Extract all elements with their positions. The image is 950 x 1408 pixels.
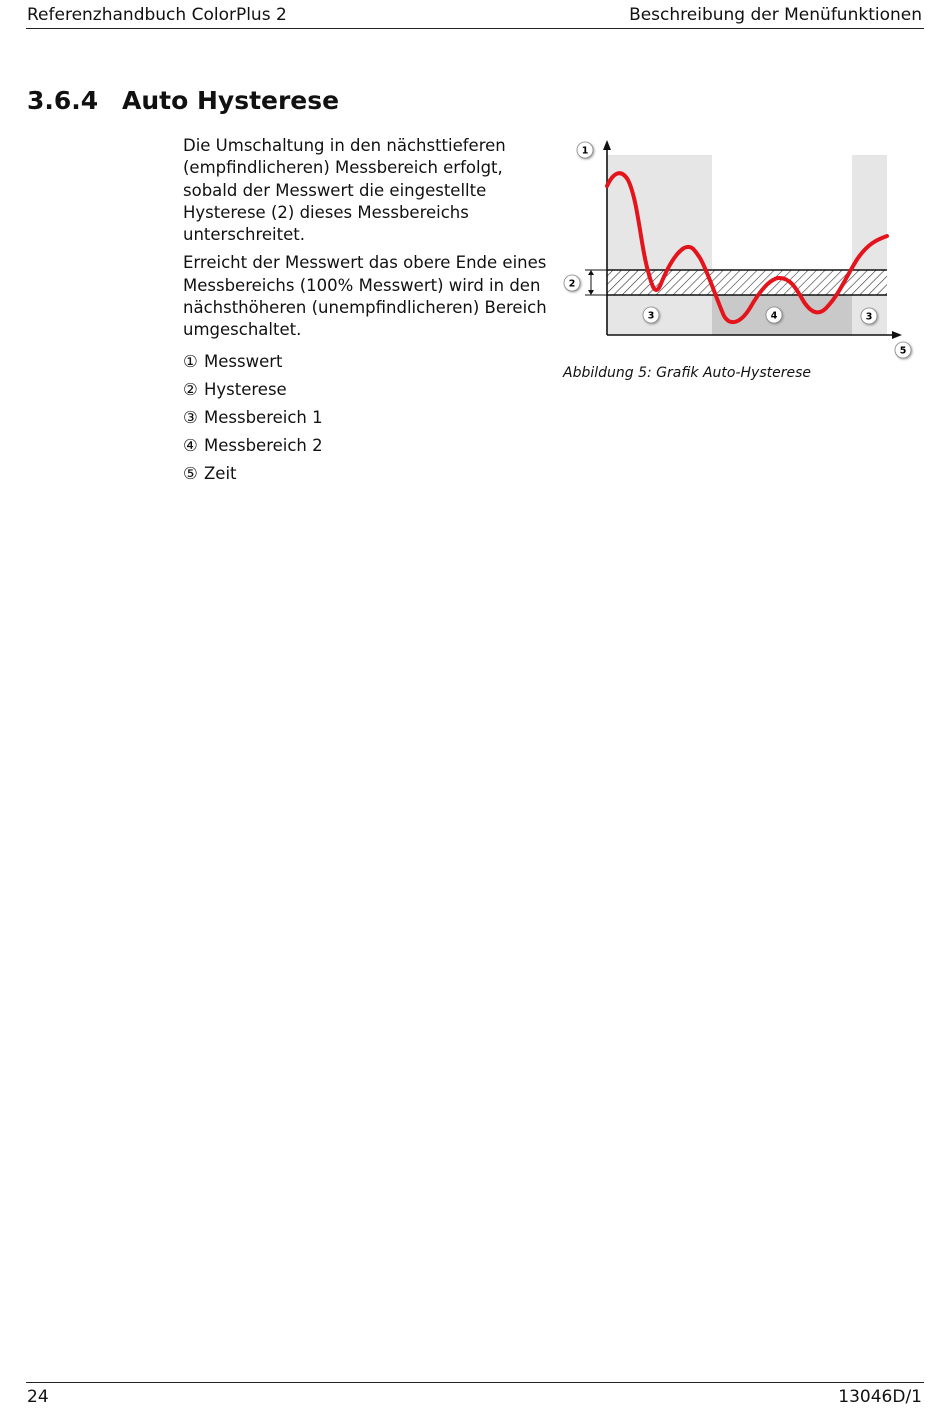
- legend-marker: ④: [183, 436, 198, 455]
- paragraph-2: Erreicht der Messwert das obere Ende eines Messbereichs (100% Messwert) wird in den nächsthöheren (unempfindlicheren) Bereich umgeschaltet.: [183, 253, 547, 340]
- svg-text:2: 2: [568, 278, 576, 290]
- hysteresis-figure: [558, 138, 920, 367]
- legend-list: [183, 350, 323, 490]
- header-title: Referenzhandbuch ColorPlus 2: [27, 5, 287, 25]
- footer-rule: [26, 1382, 924, 1383]
- legend-marker: ③: [183, 408, 198, 427]
- x-axis-arrowhead: [892, 331, 902, 339]
- legend-label: Messbereich 1: [204, 408, 323, 427]
- y-axis-arrowhead: [603, 140, 611, 150]
- paragraph-1: Die Umschaltung in den nächsttieferen (empfindlicheren) Messbereich erfolgt, sobald der Messwert die eingestellte Hysterese (2) dieses Messbereichs unterschreitet.: [183, 136, 506, 245]
- legend-item-messwert: [183, 350, 323, 378]
- callout-3-left: [643, 307, 659, 323]
- range-1-right-band: [852, 155, 887, 270]
- legend-item-hysterese: [183, 378, 323, 406]
- svg-text:4: 4: [770, 310, 778, 322]
- body-text: [183, 135, 555, 348]
- header-chapter: Beschreibung der Menüfunktionen: [629, 5, 922, 25]
- page-number: 24: [27, 1387, 49, 1407]
- hysteresis-arrowhead-top: [588, 270, 594, 275]
- svg-text:5: 5: [899, 345, 907, 357]
- section-title: Auto Hysterese: [122, 86, 340, 115]
- legend-marker: ⑤: [183, 464, 198, 483]
- hysteresis-diagram: [558, 138, 920, 363]
- legend-item-messbereich-2: [183, 434, 323, 462]
- legend-marker: ②: [183, 380, 198, 399]
- legend-item-zeit: [183, 462, 323, 490]
- callout-3-right: [861, 308, 877, 324]
- svg-text:1: 1: [581, 145, 589, 157]
- legend-item-messbereich-1: [183, 406, 323, 434]
- section-number: 3.6.4: [27, 86, 99, 115]
- legend-label: Messwert: [204, 352, 283, 371]
- document-id: 13046D/1: [838, 1387, 922, 1407]
- range-1-lower-band: [607, 295, 712, 335]
- hysteresis-arrowhead-bottom: [588, 290, 594, 295]
- svg-text:3: 3: [647, 310, 655, 322]
- figure-caption: Abbildung 5: Grafik Auto-Hysterese: [563, 365, 812, 381]
- callout-5: [895, 342, 911, 358]
- callout-2: [564, 275, 580, 291]
- callout-1: [577, 142, 593, 158]
- legend-label: Messbereich 2: [204, 436, 323, 455]
- svg-text:3: 3: [865, 311, 873, 323]
- legend-marker: ①: [183, 352, 198, 371]
- legend-label: Zeit: [204, 464, 237, 483]
- header-rule: [26, 28, 924, 29]
- legend-label: Hysterese: [204, 380, 287, 399]
- callout-4: [766, 307, 782, 323]
